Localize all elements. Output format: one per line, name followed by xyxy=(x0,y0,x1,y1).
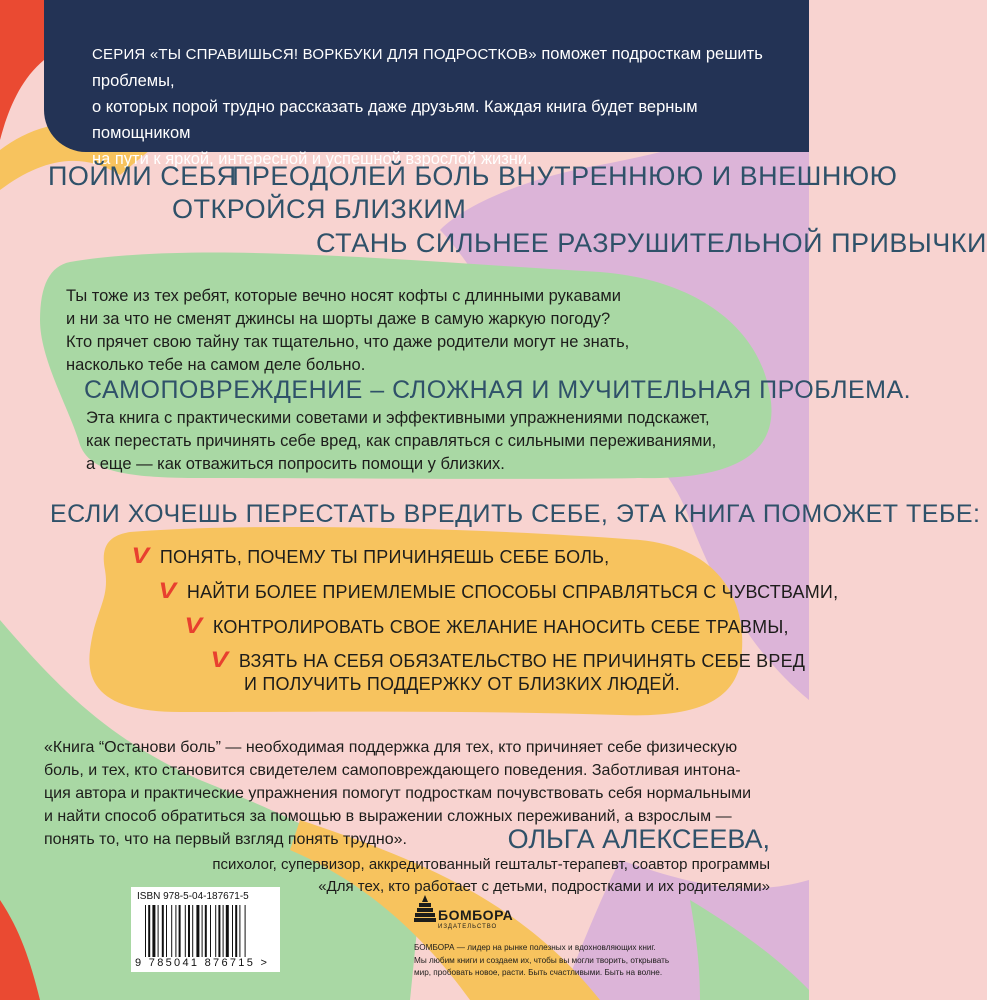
barcode-bar xyxy=(145,905,146,957)
intro-subheading: САМОПОВРЕЖДЕНИЕ – СЛОЖНАЯ И МУЧИТЕЛЬНАЯ ПРОБЛЕМА. xyxy=(84,376,912,404)
publisher-line: мир, пробовать новое, расти. Быть счастливыми. Быть на волне. xyxy=(414,968,663,977)
barcode-bar xyxy=(179,905,181,957)
banner-line3: на пути к яркой, интересной и успешной взрослой жизни. xyxy=(92,150,532,168)
intro-line: и ни за что не сменят джинсы на шорты даже в самую жаркую погоду? xyxy=(66,310,611,328)
intro-body-line: а еще — как отважиться попросить помощи у близких. xyxy=(86,455,505,473)
barcode-bar xyxy=(192,905,193,957)
checklist-item-text: ВЗЯТЬ НА СЕБЯ ОБЯЗАТЕЛЬСТВО НЕ ПРИЧИНЯТЬ СЕБЕ ВРЕД xyxy=(238,651,806,671)
publisher-description xyxy=(414,942,694,980)
barcode-bar xyxy=(175,905,176,957)
banner-text xyxy=(92,41,782,172)
quote-line: ция автора и практические упражнения помогут подросткам почувствовать себя нормальными xyxy=(44,785,752,802)
barcode-bar xyxy=(162,905,164,957)
checklist-item xyxy=(212,647,805,673)
quote-line: и найти способ обратиться за помощью в выражении сложных переживаний, а взрослым — xyxy=(44,808,732,825)
barcode-bar xyxy=(223,905,224,957)
series-name: СЕРИЯ «ТЫ СПРАВИШЬСЯ! ВОРКБУКИ ДЛЯ ПОДРОСТКОВ» xyxy=(92,46,537,63)
checklist-item-text: НАЙТИ БОЛЕЕ ПРИЕМЛЕМЫЕ СПОСОБЫ СПРАВЛЯТЬСЯ С ЧУВСТВАМИ, xyxy=(186,582,839,602)
publisher-line: Мы любим книги и создаем их, чтобы вы могли творить, открывать xyxy=(414,955,670,965)
quote-line: «Книга “Останови боль” — необходимая поддержка для тех, кто причиняет себе физическую xyxy=(44,739,738,756)
check-icon: V xyxy=(210,647,229,672)
barcode-bar xyxy=(166,905,167,957)
intro-body-line: Эта книга с практическими советами и эффективными упражнениями подскажет, xyxy=(86,409,710,427)
barcode-bar xyxy=(245,905,246,957)
barcode-bar xyxy=(218,905,220,957)
isbn-text: ISBN 978-5-04-187671-5 xyxy=(137,891,249,902)
publisher-line: БОМБОРА — лидер на рынке полезных и вдохновляющих книг. xyxy=(414,943,656,952)
barcode-bar xyxy=(210,905,211,957)
intro-paragraph xyxy=(66,285,629,377)
intro-line: Кто прячет свою тайну так тщательно, что даже родители могут не знать, xyxy=(66,333,630,351)
barcode-bar xyxy=(215,905,216,957)
intro-line: Ты тоже из тех ребят, которые вечно носят кофты с длинными рукавами xyxy=(66,287,621,305)
quote-author: ОЛЬГА АЛЕКСЕЕВА, xyxy=(507,824,770,854)
barcode-bar xyxy=(196,905,199,957)
bombora-logo-icon xyxy=(414,893,436,925)
series-title-1: ПОЙМИ СЕБЯ xyxy=(48,161,237,191)
check-icon: V xyxy=(158,578,177,603)
barcode-bar xyxy=(232,905,233,957)
barcode xyxy=(131,887,280,972)
author-desc-line: «Для тех, кто работает с детьми, подростками и их родителями» xyxy=(318,878,770,895)
checklist-item xyxy=(186,613,789,639)
intro-line: насколько тебе на самом деле больно. xyxy=(66,356,366,374)
checklist-item-text: ПОНЯТЬ, ПОЧЕМУ ТЫ ПРИЧИНЯЕШЬ СЕБЕ БОЛЬ, xyxy=(159,547,610,567)
author-description xyxy=(212,854,770,898)
checklist-item xyxy=(160,578,838,604)
barcode-bar xyxy=(185,905,186,957)
barcode-bar xyxy=(239,905,240,957)
barcode-bar xyxy=(171,905,172,957)
series-title-2: ПРЕОДОЛЕЙ БОЛЬ ВНУТРЕННЮЮ И ВНЕШНЮЮ xyxy=(232,161,898,191)
check-icon: V xyxy=(131,543,150,568)
barcode-bar xyxy=(158,905,159,957)
checklist-item-continuation: И ПОЛУЧИТЬ ПОДДЕРЖКУ ОТ БЛИЗКИХ ЛЮДЕЙ. xyxy=(244,674,680,694)
barcode-bar xyxy=(148,905,150,957)
barcode-digits: 9 785041 876715 > xyxy=(135,957,270,969)
banner-line1-rest: поможет подросткам решить проблемы, xyxy=(92,45,763,90)
intro-body xyxy=(86,407,716,476)
barcode-bar xyxy=(152,905,155,957)
checklist-item-text: КОНТРОЛИРОВАТЬ СВОЕ ЖЕЛАНИЕ НАНОСИТЬ СЕБЕ ТРАВМЫ, xyxy=(212,617,789,637)
author-desc-line: психолог, супервизор, аккредитованный гештальт-терапевт, соавтор программы xyxy=(212,856,770,873)
check-icon: V xyxy=(184,613,203,638)
series-title-3: ОТКРОЙСЯ БЛИЗКИМ xyxy=(172,194,467,224)
barcode-bar xyxy=(205,905,207,957)
intro-body-line: как перестать причинять себе вред, как справляться с сильными переживаниями, xyxy=(86,432,717,450)
barcode-bar xyxy=(188,905,190,957)
banner-line2: о которых порой трудно рассказать даже друзьям. Каждая книга будет верным помощником xyxy=(92,98,698,142)
publisher-logo-name: БОМБОРА xyxy=(438,907,514,923)
publisher-logo-sub: ИЗДАТЕЛЬСТВО xyxy=(438,924,498,930)
barcode-bar xyxy=(226,905,229,957)
checklist-item xyxy=(133,543,609,569)
series-title-4: СТАНЬ СИЛЬНЕЕ РАЗРУШИТЕЛЬНОЙ ПРИВЫЧКИ xyxy=(316,228,987,258)
barcode-bar xyxy=(202,905,203,957)
checklist-heading: ЕСЛИ ХОЧЕШЬ ПЕРЕСТАТЬ ВРЕДИТЬ СЕБЕ, ЭТА КНИГА ПОМОЖЕТ ТЕБЕ: xyxy=(50,500,981,528)
barcode-bars xyxy=(145,905,269,957)
quote-line: боль, и тех, кто становится свидетелем самоповреждающего поведения. Заботливая интона- xyxy=(44,762,741,779)
quote-line: понять то, что на первый взгляд понять трудно». xyxy=(44,831,407,848)
barcode-bar xyxy=(235,905,237,957)
